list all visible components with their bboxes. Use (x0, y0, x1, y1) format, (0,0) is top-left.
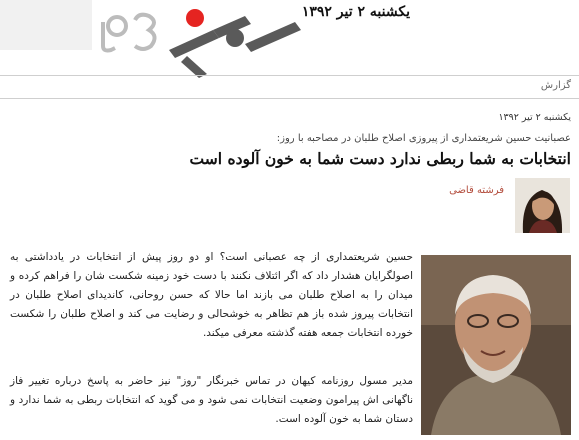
header-date: یکشنبه ۲ تیر ۱۳۹۲ (301, 4, 410, 20)
article-surtitle: عصبانیت حسین شریعتمداری از پیروزی اصلاح طلبان در مصاحبه با روز: (276, 133, 571, 144)
article-headline[interactable]: انتخابات به شما ربطی ندارد دست شما به خون آلوده است (189, 149, 571, 168)
interviewee-photo (421, 255, 571, 435)
article-date: یکشنبه ۲ تیر ۱۳۹۲ (498, 112, 571, 123)
section-label[interactable]: گزارش (540, 80, 571, 91)
section-bar (0, 75, 579, 99)
header-corner-box (0, 0, 92, 50)
article-paragraph: حسین شریعتمداری از چه عصبانی است؟ او دو روز پیش از انتخابات در یادداشتی به اصولگرایان هشدار داد که اگر ائتلاف نکنند با دست خود زمینه شکست شان را فراهم کرده و میدان را به اصلاح طلبان می بازند اما حالا که حسن روحانی، کاندیدای اصلاح طلبان در انتخابات پیروز شده باز هم تظاهر به خوشحالی و رضایت می کند و اصلاح طلبان را شکست خورده انتخابات جمعه هفته گذشته معرفی میکند. (10, 251, 413, 339)
site-logo[interactable] (95, 4, 310, 79)
author-avatar (515, 178, 570, 233)
logo-graphic (95, 4, 310, 79)
article-paragraph: مدیر مسول روزنامه کیهان در تماس خبرنگار "روز" نیز حاضر به پاسخ درباره تغییر فاز ناگهانی اش پیرامون وضعیت انتخابات نمی شود و می گوید که انتخابات ربطی به شما ندارد و دستان شما به خون آلوده است. (10, 375, 413, 425)
author-name[interactable]: فرشته قاضی (449, 185, 504, 196)
